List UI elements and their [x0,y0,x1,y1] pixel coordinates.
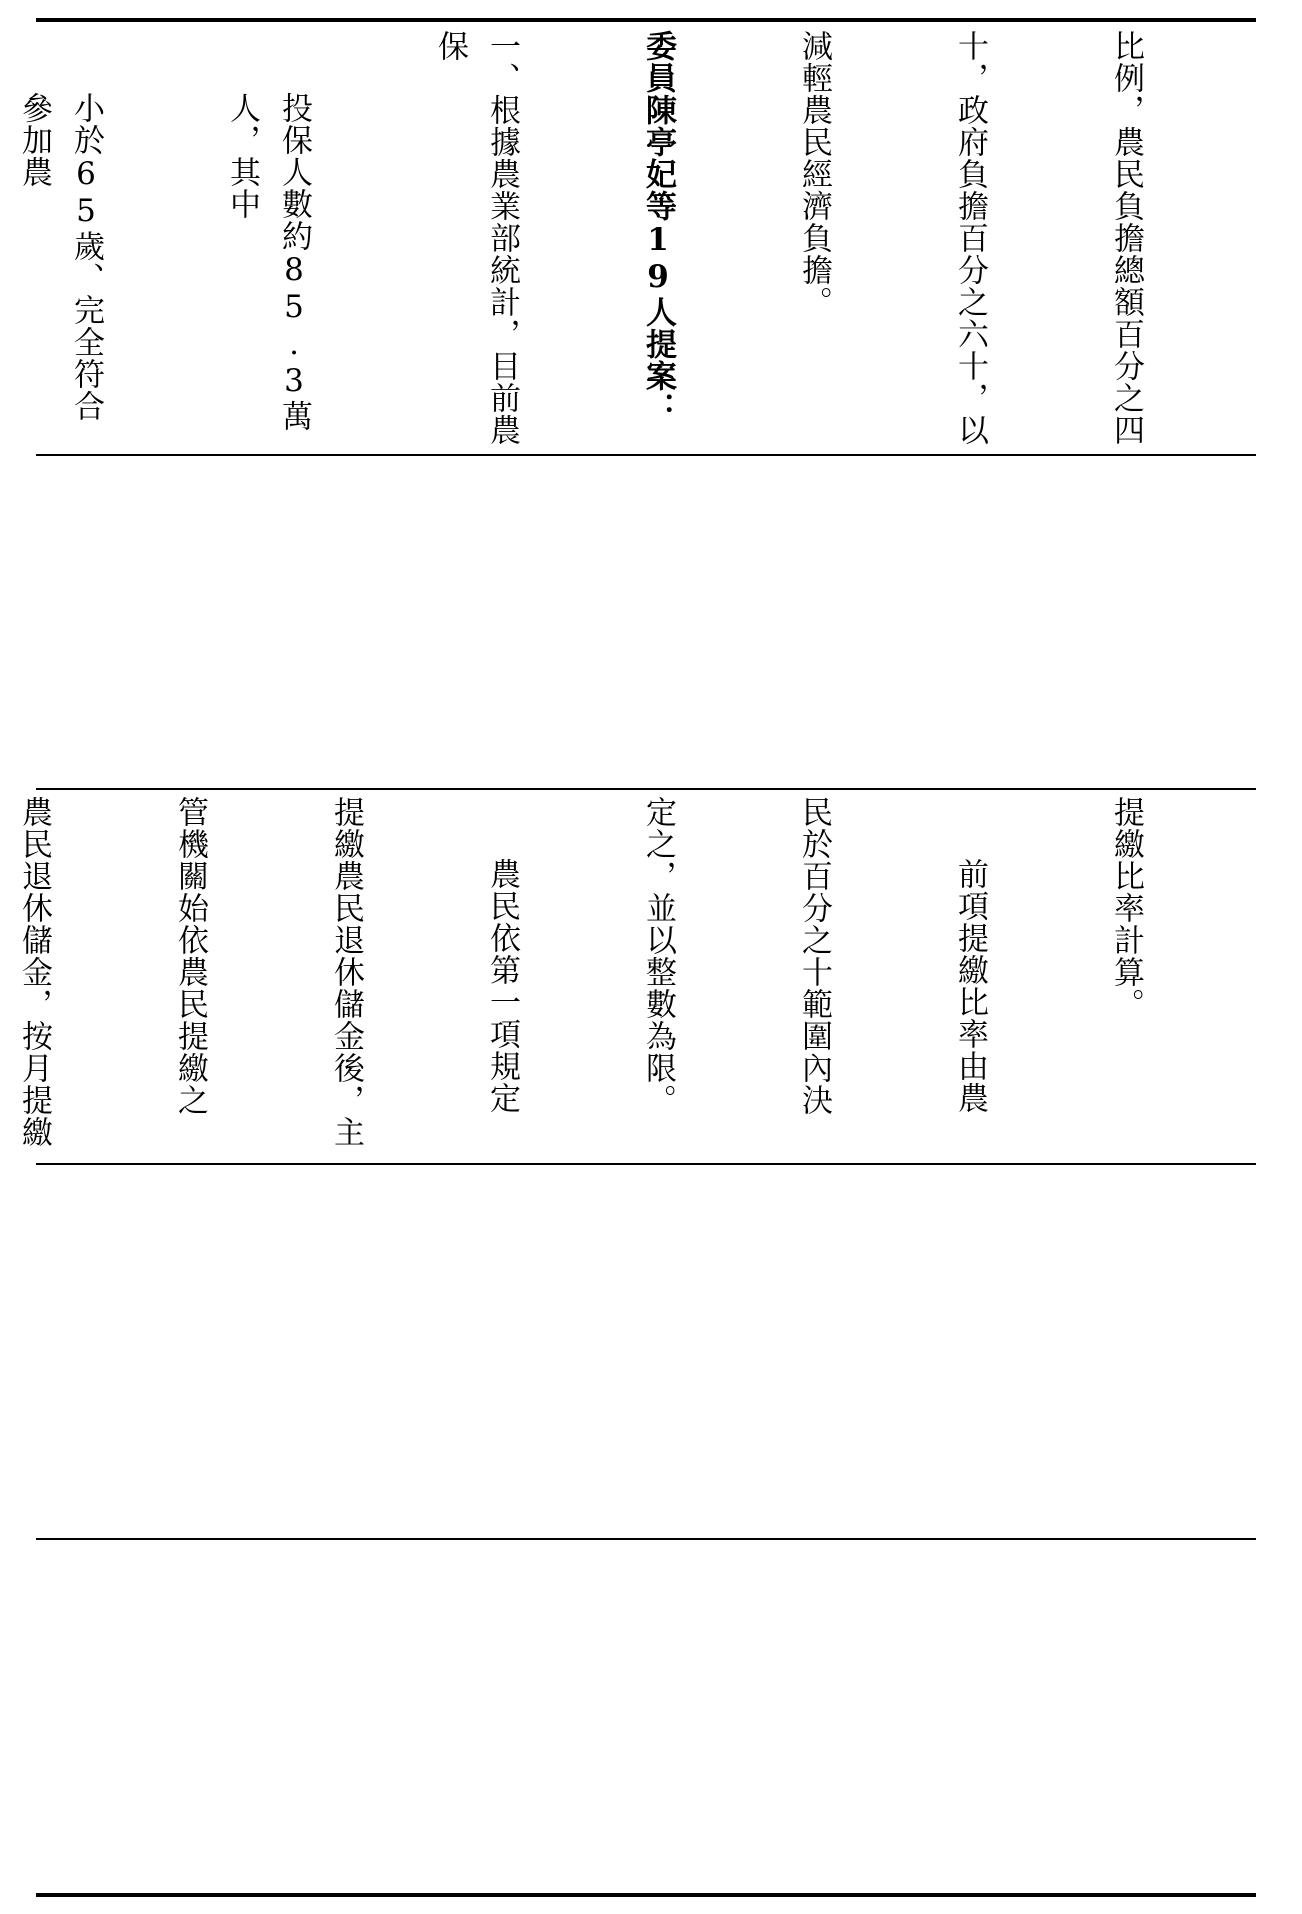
paragraph-line: 前項提繳比率由農 [952,858,988,1114]
divider-line [36,1163,1256,1165]
proposal-heading: 委員陳亭妃等19人提案： [640,30,676,424]
paragraph-line: 民於百分之十範圍內決 [796,796,832,1116]
page-top-border [36,18,1256,22]
text-line: 十，政府負擔百分之六十，以 [952,30,988,446]
divider-line [36,1538,1256,1540]
divider-line [36,454,1256,456]
item1-line: 小於65歲、完全符合參加農 [16,92,104,422]
paragraph-line: 定之，並以整數為限。 [640,796,676,1116]
statute-section [16,796,1256,1158]
divider-line [36,788,1256,790]
text-line: 減輕農民經濟負擔。 [796,30,832,318]
text-line: 比例，農民負擔總額百分之四 [1108,30,1144,446]
paragraph-line: 管機關始依農民提繳之 [172,796,208,1116]
paragraph-line: 提繳農民退休儲金後，主 [328,796,364,1148]
explanation-section [16,30,1256,450]
page-bottom-border [36,1893,1256,1897]
paragraph-line: 農民退休儲金，按月提繳 [16,796,52,1148]
paragraph-line: 農民依第一項規定 [484,858,520,1114]
item1-line: 一、根據農業部統計，目前農保 [432,30,520,446]
paragraph-line: 提繳比率計算。 [1108,796,1144,1020]
item1-line: 投保人數約85.3萬人，其中 [224,92,312,432]
